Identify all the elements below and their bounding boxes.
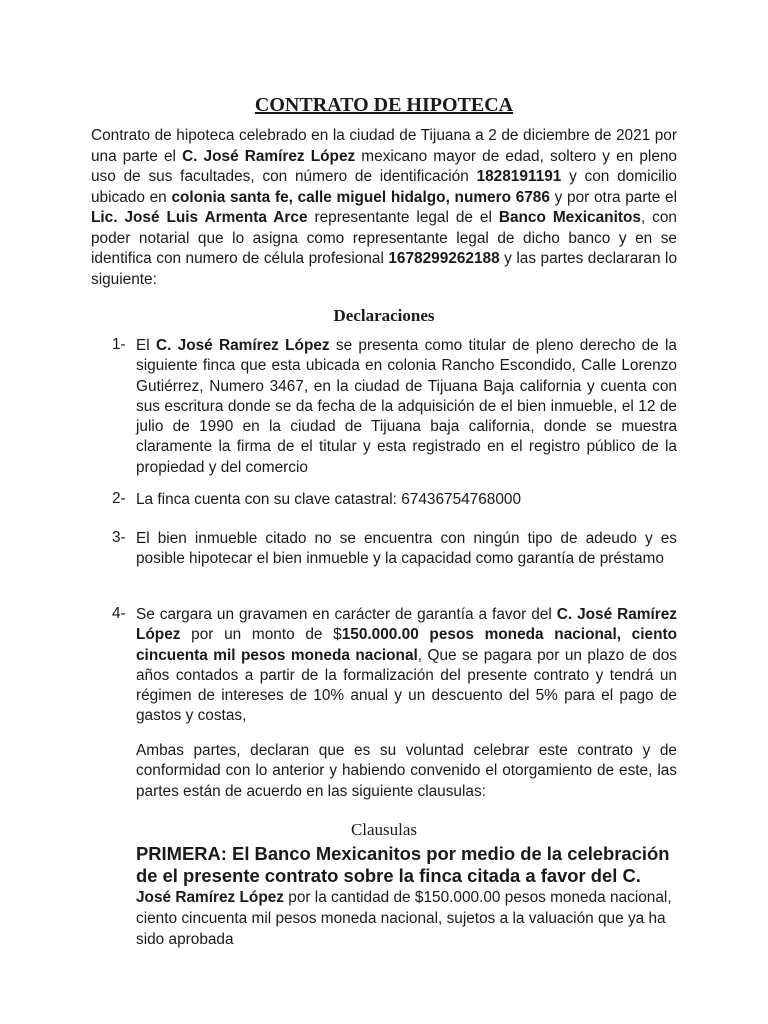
- item-number: 1-: [112, 336, 126, 353]
- clausula-primera: [136, 843, 681, 950]
- item-text-part: El: [136, 337, 156, 354]
- intro-text: y por otra parte el: [549, 188, 677, 206]
- intro-text: Contrato de hipoteca celebrado en la ciudad de Tijuana a 2 de diciembre de 2021 por una parte el: [91, 127, 677, 165]
- primera-client-name: José Ramírez López: [136, 889, 284, 906]
- item-number: 2-: [112, 490, 126, 507]
- intro-license-number: 1678299262188: [388, 250, 500, 267]
- clausulas-heading: Clausulas: [350, 820, 418, 839]
- declaration-item-2: [112, 490, 677, 510]
- item-client-name: C. José Ramírez López: [155, 337, 330, 354]
- item-text-part: Se cargara un gravamen en carácter de garantía a favor del: [136, 606, 557, 623]
- item-client-name: C. José Ramírez López: [136, 606, 677, 644]
- intro-text: y las partes declararan lo siguiente:: [91, 250, 677, 288]
- declaraciones-heading: Declaraciones: [333, 306, 435, 325]
- item-text: La finca cuenta con su clave catastral: 67436754768000: [136, 491, 522, 508]
- declaraciones-closing: Ambas partes, declaran que es su voluntad celebrar este contrato y de conformidad con lo anterior y habiendo convenido el otorgamiento de este, las partes están de acuerdo en las siguiente clausulas:: [136, 742, 677, 800]
- intro-paragraph: [91, 126, 677, 290]
- intro-id-number: 1828191191: [476, 168, 562, 185]
- item-text-part: , Que se pagara por un plazo de dos años contados a partir de la formalización del presente contrato y tendrá un régimen de intereses de 10% anual y un descuento del 5% para el pago de gastos y costas,: [136, 646, 678, 725]
- intro-bank-name: Banco Mexicanitos: [498, 209, 641, 226]
- intro-text: mexicano mayor de edad, soltero y en pleno uso de sus facultades, con número de identificación: [91, 147, 677, 185]
- item-text-part: por un monto de $: [180, 626, 342, 644]
- item-text-part: se presenta como titular de pleno derecho de la siguiente finca que esta ubicada en colonia Rancho Escondido, Calle Lorenzo Gutiérrez, Numero 3467, en la ciudad de Tijuana Baja california y cuenta con sus escritura donde se da fecha de la adquisición de el bien inmueble, el 12 de julio de 1990 en la ciudad de Tijuana baja california, donde se muestra claramente la firma de el titular y esta registrado en el registro público de la propiedad y del comercio: [136, 337, 677, 476]
- primera-lead-text: El Banco Mexicanitos por medio de la celebración de el presente contrato sobre la finca citada a favor del C.: [136, 843, 670, 886]
- item-text: El bien inmueble citado no se encuentra con ningún tipo de adeudo y es posible hipotecar el bien inmueble y la capacidad como garantía de préstamo: [136, 530, 677, 568]
- declaration-item-3: [112, 529, 677, 570]
- primera-rest-text: por la cantidad de $150.000.00 pesos moneda nacional, ciento cincuenta mil pesos moneda nacional, sujetos a la valuación que ya ha sido aprobada: [136, 889, 672, 948]
- intro-address: colonia santa fe, calle miguel hidalgo, numero 6786: [171, 188, 550, 206]
- intro-lawyer-name: Lic. José Luis Armenta Arce: [91, 209, 308, 226]
- item-number: 4-: [112, 605, 126, 622]
- item-text: [136, 336, 677, 478]
- declaration-item-1: [112, 336, 677, 478]
- item-number: 3-: [112, 529, 126, 546]
- intro-text: representante legal de el: [307, 209, 499, 226]
- item-text: [136, 605, 677, 727]
- item-amount: 150.000.00 pesos moneda nacional, ciento cincuenta mil pesos moneda nacional: [136, 626, 678, 664]
- document-title: CONTRATO DE HIPOTECA: [254, 94, 514, 116]
- intro-client-name: C. José Ramírez López: [182, 147, 356, 165]
- intro-text: , con poder notarial que lo asigna como representante legal de dicho banco y en se identifica con numero de célula profesional: [91, 209, 677, 267]
- declaration-item-4: [112, 605, 677, 727]
- intro-text: y con domicilio ubicado en: [91, 168, 677, 206]
- primera-label: PRIMERA:: [136, 843, 227, 864]
